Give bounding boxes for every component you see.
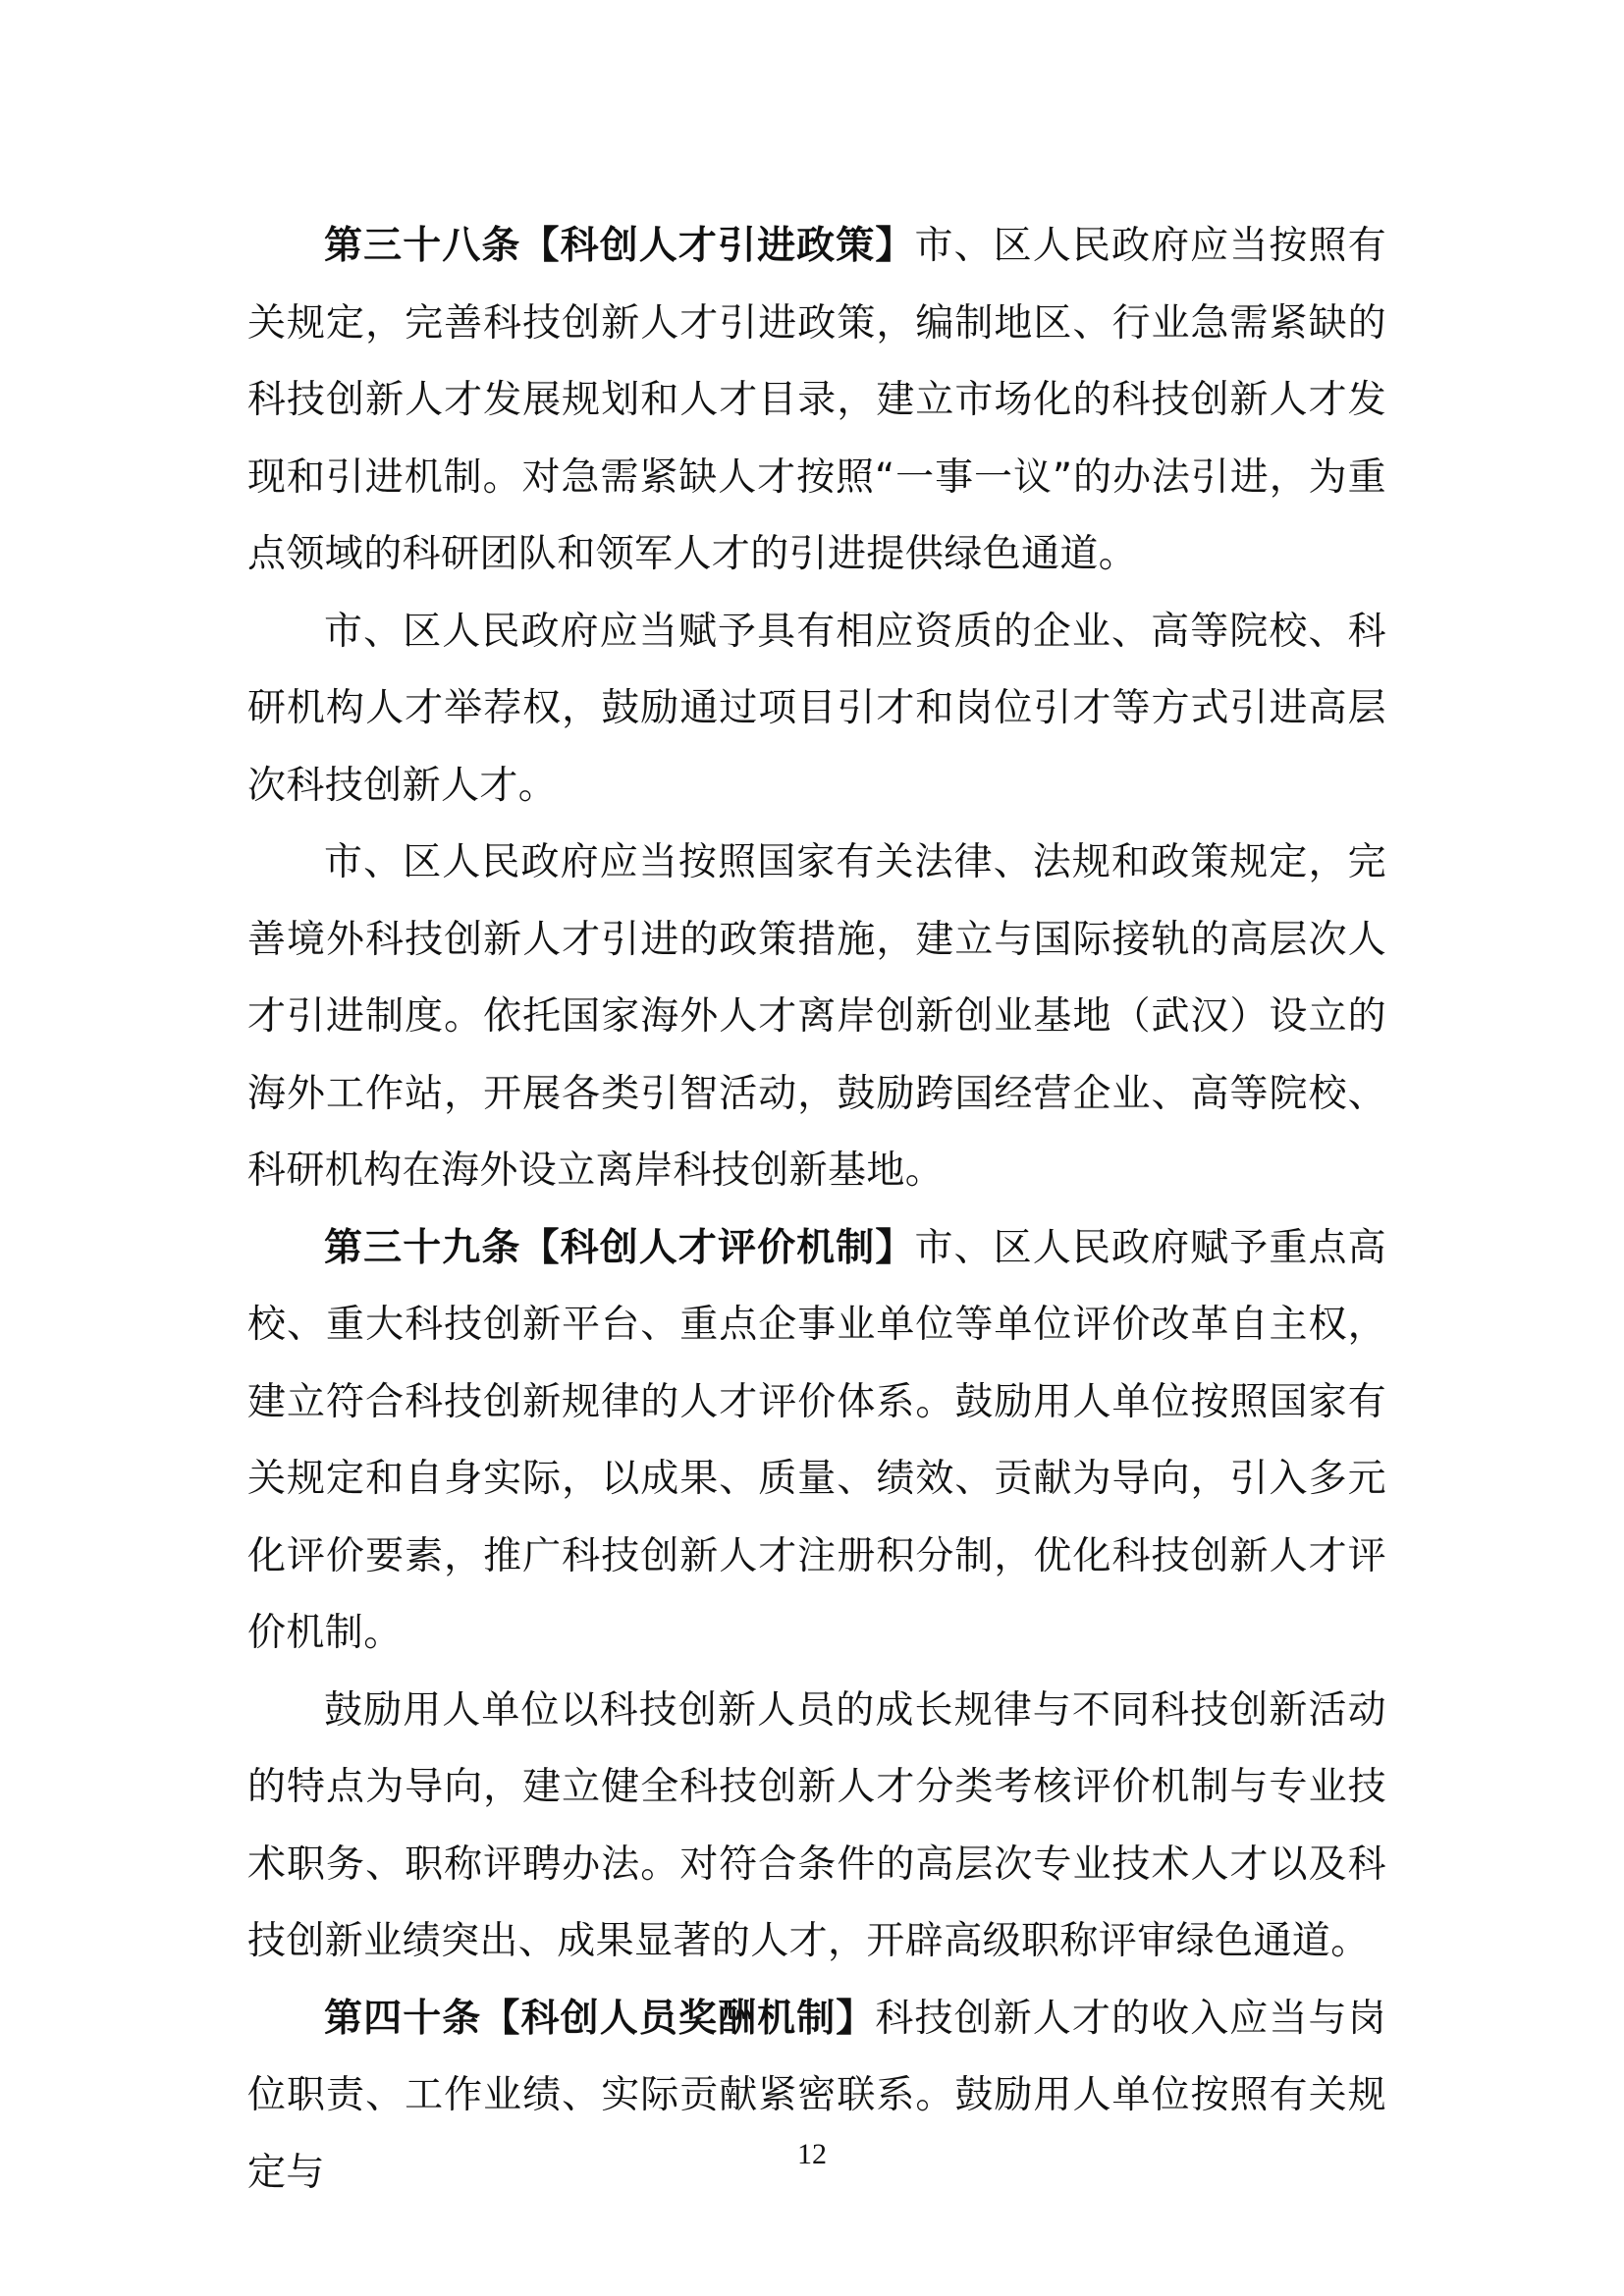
article-40-paragraph-1 — [247, 1981, 1386, 2213]
page-number: 12 — [797, 2138, 827, 2170]
article-38-paragraph-2: 市、区人民政府应当赋予具有相应资质的企业、高等院校、科研机构人才举荐权，鼓励通过项目引才和岗位引才等方式引进高层次科技创新人才。 — [247, 609, 1386, 808]
article-39-text-1: 市、区人民政府赋予重点高校、重大科技创新平台、重点企事业单位等单位评价改革自主权，建立符合科技创新规律的人才评价体系。鼓励用人单位按照国家有关规定和自身实际，以成果、质量、绩效、贡献为导向，引入多元化评价要素，推广科技创新人才注册积分制，优化科技创新人才评价机制。 — [247, 1225, 1386, 1655]
article-40-heading: 第四十条【科创人员奖酬机制】 — [324, 1996, 876, 2041]
article-38-text-1: 市、区人民政府应当按照有关规定，完善科技创新人才引进政策，编制地区、行业急需紧缺的科技创新人才发展规划和人才目录，建立市场化的科技创新人才发现和引进机制。对急需紧缺人才按照“一事一议”的办法引进，为重点领域的科研团队和领军人才的引进提供绿色通道。 — [247, 224, 1386, 576]
article-39-paragraph-2: 鼓励用人单位以科技创新人员的成长规律与不同科技创新活动的特点为导向，建立健全科技创新人才分类考核评价机制与专业技术职务、职称评聘办法。对符合条件的高层次专业技术人才以及科技创新业绩突出、成果显著的人才，开辟高级职称评审绿色通道。 — [247, 1687, 1386, 1963]
document-body — [247, 208, 1386, 2212]
article-40-text-1: 科技创新人才的收入应当与岗位职责、工作业绩、实际贡献紧密联系。鼓励用人单位按照有关规定与 — [247, 1996, 1387, 2195]
article-39-paragraph-1 — [247, 1210, 1386, 1673]
article-39-heading: 第三十九条【科创人才评价机制】 — [324, 1225, 915, 1270]
article-38-paragraph-3: 市、区人民政府应当按照国家有关法律、法规和政策规定，完善境外科技创新人才引进的政策措施，建立与国际接轨的高层次人才引进制度。依托国家海外人才离岸创新创业基地（武汉）设立的海外工作站，开展各类引智活动，鼓励跨国经营企业、高等院校、科研机构在海外设立离岸科技创新基地。 — [247, 840, 1386, 1193]
article-38-heading: 第三十八条【科创人才引进政策】 — [324, 224, 915, 268]
article-38-paragraph-1 — [247, 208, 1386, 594]
